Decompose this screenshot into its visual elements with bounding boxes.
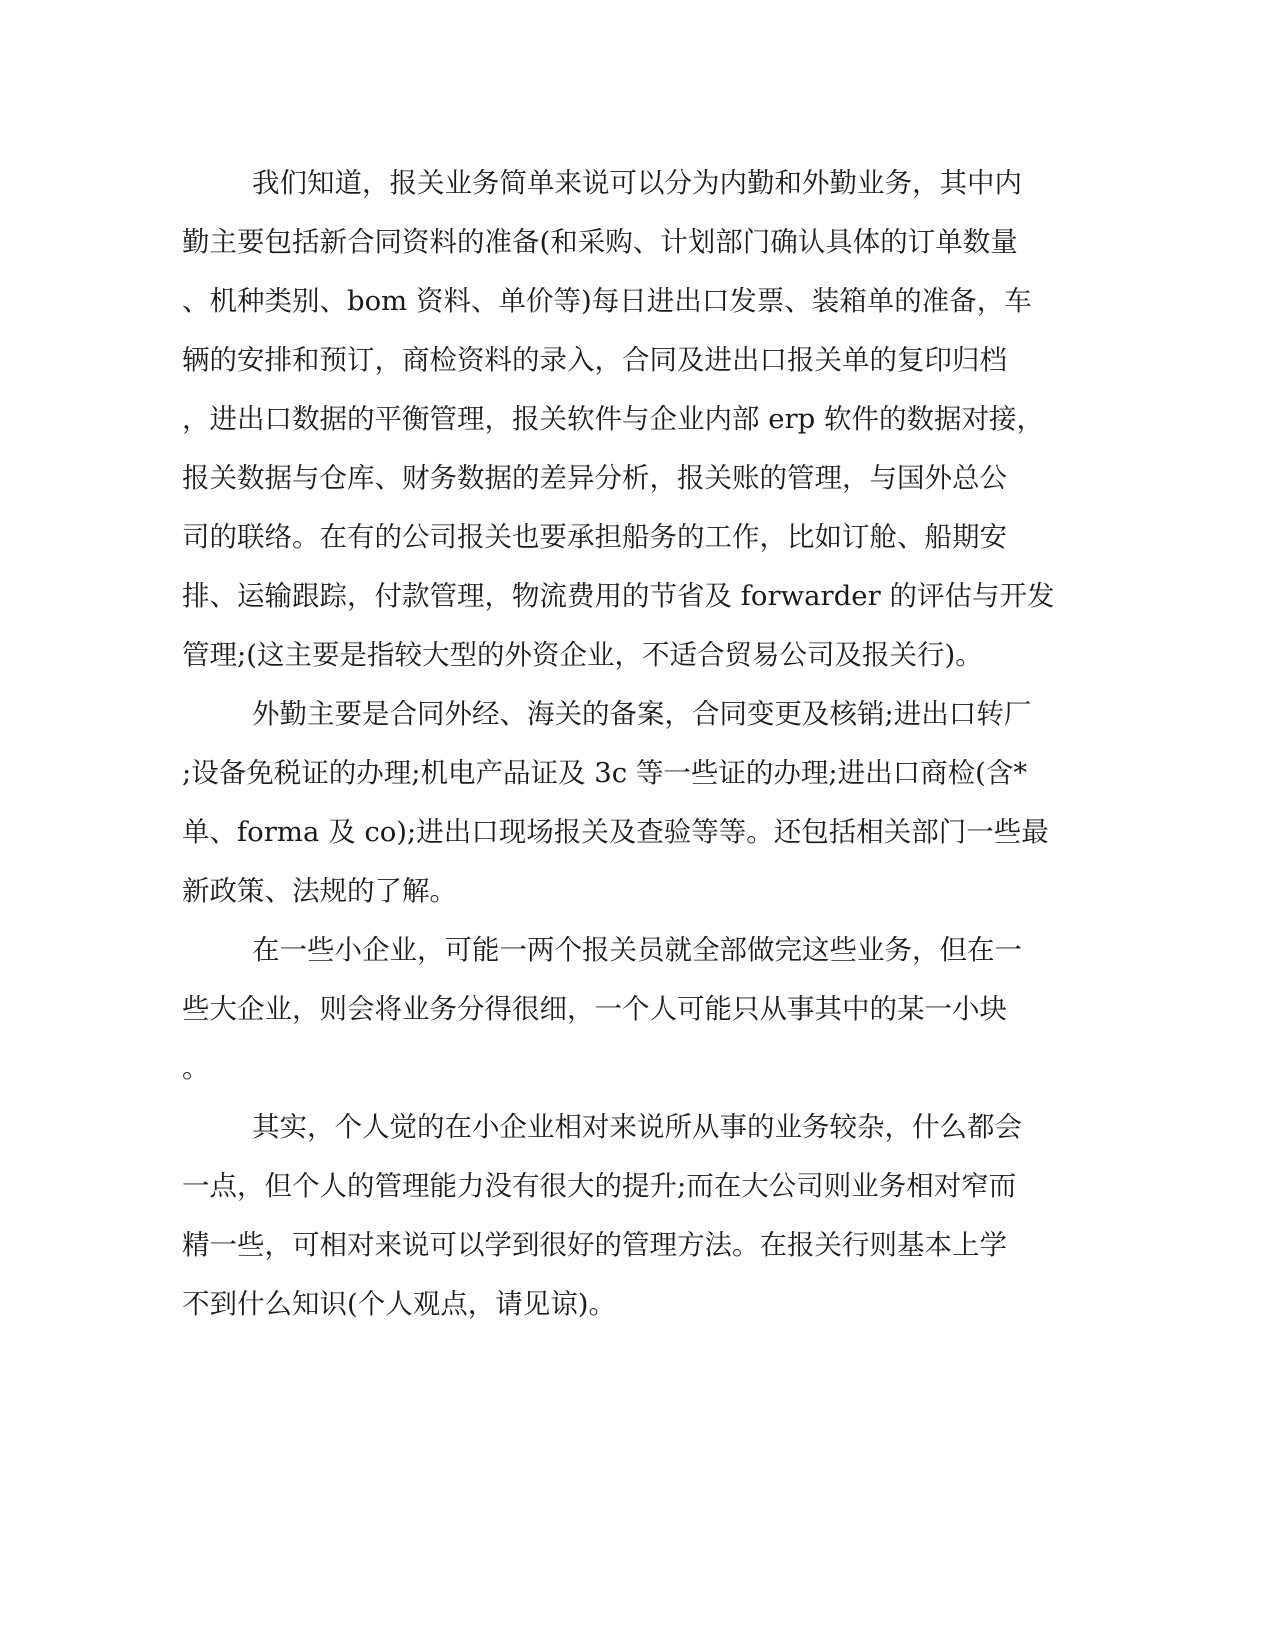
text-line: 。: [182, 1052, 210, 1084]
text-line: 一点，但个人的管理能力没有很大的提升;而在大公司则业务相对窄而: [182, 1170, 1017, 1202]
text-line: 管理;(这主要是指较大型的外资企业，不适合贸易公司及报关行)。: [182, 639, 983, 671]
text-line: 其实，个人觉的在小企业相对来说所从事的业务较杂，什么都会: [252, 1111, 1022, 1143]
text-line: 、机种类别、bom 资料、单价等)每日进出口发票、装箱单的准备，车: [182, 285, 1032, 317]
text-line: 在一些小企业，可能一两个报关员就全部做完这些业务，但在一: [252, 934, 1022, 966]
text-line: 不到什么知识(个人观点，请见谅)。: [182, 1288, 616, 1320]
paragraph-3: [182, 921, 1042, 1098]
text-line: ;设备免税证的办理;机电产品证及 3c 等一些证的办理;进出口商检(含*: [182, 757, 1028, 789]
paragraph-1: [182, 154, 1055, 685]
text-line: 新政策、法规的了解。: [182, 875, 457, 907]
text-line: 辆的安排和预订，商检资料的录入，合同及进出口报关单的复印归档: [182, 344, 1007, 376]
text-line: 司的联络。在有的公司报关也要承担船务的工作，比如订舱、船期安: [182, 521, 1007, 553]
text-line: 单、forma 及 co);进出口现场报关及查验等等。还包括相关部门一些最: [182, 816, 1049, 848]
text-line: ，进出口数据的平衡管理，报关软件与企业内部 erp 软件的数据对接，: [182, 403, 1045, 435]
text-line: 精一些，可相对来说可以学到很好的管理方法。在报关行则基本上学: [182, 1229, 1007, 1261]
paragraph-2: [182, 685, 1049, 921]
text-line: 外勤主要是合同外经、海关的备案，合同变更及核销;进出口转厂: [252, 698, 1032, 730]
paragraph-4: [182, 1098, 1042, 1334]
text-line: 勤主要包括新合同资料的准备(和采购、计划部门确认具体的订单数量: [182, 226, 1018, 258]
text-line: 些大企业，则会将业务分得很细，一个人可能只从事其中的某一小块: [182, 993, 1007, 1025]
text-line: 报关数据与仓库、财务数据的差异分析，报关账的管理，与国外总公: [182, 462, 1007, 494]
text-line: 我们知道，报关业务简单来说可以分为内勤和外勤业务，其中内: [252, 167, 1022, 199]
document-body: [182, 154, 1055, 1334]
text-line: 排、运输跟踪，付款管理，物流费用的节省及 forwarder 的评估与开发: [182, 580, 1055, 612]
